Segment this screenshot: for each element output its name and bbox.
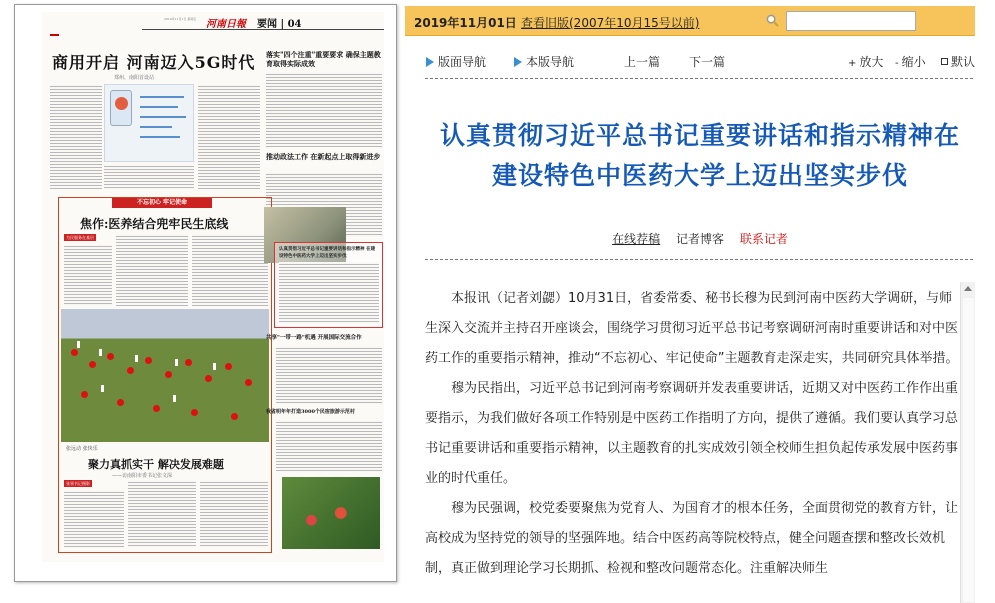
page-nav-label: 版面导航 xyxy=(438,55,487,69)
dancer xyxy=(107,353,114,360)
date-bar xyxy=(405,6,975,36)
article-title-line: 建设特色中医药大学上迈出坚实步伐 xyxy=(491,161,908,190)
article-paragraph: 本报讯（记者刘勰）10月31日，省委常委、秘书长穆为民到河南中医药大学调研，与师生深入交流并主持召开座谈会，围绕学习贯彻习近平总书记考察调研河南时重要讲话和对中医药工作的重要指示精神，推动“不忘初心、牢记使命”主题教育走深走实，共同研究具体举措。 xyxy=(425,291,959,366)
dancer xyxy=(225,363,232,370)
feature-block-tag: 不忘初心 牢记使命 xyxy=(112,198,212,208)
headline-belt-road[interactable]: 共享"一带一路"机遇 开展国际交流合作 xyxy=(266,335,362,341)
dancer xyxy=(245,379,252,386)
default-size-label: 默认 xyxy=(951,55,976,69)
dancer xyxy=(101,385,104,392)
page-section-label: 要闻 | 04 xyxy=(257,19,302,30)
article-toolbar xyxy=(405,50,975,72)
headline-nanyang[interactable]: 聚力真抓实干 解决发展难题 xyxy=(88,458,224,471)
default-size-button[interactable] xyxy=(941,53,975,70)
dancer xyxy=(191,409,198,416)
column-text[interactable] xyxy=(198,84,260,189)
infographic-bar xyxy=(140,96,184,98)
current-date: 2019年11月01日 xyxy=(414,16,517,30)
edition-nav-label: 本版导航 xyxy=(526,55,575,69)
infographic-bar xyxy=(140,106,178,108)
page-nav-button[interactable] xyxy=(426,53,486,70)
column-text[interactable] xyxy=(276,420,382,472)
plus-icon: + xyxy=(848,58,857,69)
search-icon[interactable] xyxy=(766,14,779,27)
dancer xyxy=(173,395,176,402)
dancer xyxy=(213,363,216,370)
reporter-blog-link[interactable]: 记者博客 xyxy=(675,232,724,246)
dancer xyxy=(71,349,78,356)
recommend-online-link[interactable]: 在线荐稿 xyxy=(612,232,661,246)
column-text[interactable] xyxy=(266,72,382,147)
headline-jiaozuo[interactable]: 焦作:医养结合兜牢民生底线 xyxy=(80,217,229,231)
scrollbar-thumb[interactable] xyxy=(963,298,974,602)
divider xyxy=(425,78,973,79)
dancer xyxy=(185,359,192,366)
headline-5g-byline: 郑州、南阳首设站 xyxy=(114,75,155,81)
headline-four-emphases[interactable]: 落实"四个注重"重要要求 确保主题教育取得实际成效 xyxy=(266,50,381,68)
newspaper-page[interactable] xyxy=(42,12,384,562)
column-text[interactable] xyxy=(192,234,268,306)
column-text[interactable] xyxy=(64,490,124,548)
dancer xyxy=(153,405,160,412)
dancer xyxy=(205,375,212,382)
article-paragraph: 穆为民强调，校党委要聚焦为党育人、为国育才的根本任务，全面贯彻党的教育方针，让高校成为坚持党的领导的坚强阵地。结合中医药高等院校特点，健全问题查摆和整改长效机制，真正做到理论学习长期抓、检视和整改问题常态化。注重解决师生 xyxy=(425,501,959,576)
column-text[interactable] xyxy=(128,480,196,548)
article-title xyxy=(430,116,970,196)
column-label: 为民服务在基层 xyxy=(66,235,94,240)
article-scrollbar[interactable] xyxy=(960,282,975,603)
zoom-in-label: 放大 xyxy=(859,55,884,69)
zoom-out-button[interactable] xyxy=(895,53,926,70)
article-paragraph: 穆为民指出，习近平总书记到河南考察调研并发表重要讲话，近期又对中医药工作作出重要指示，为我们做好各项工作特别是中医药工作指明了方向，提供了遵循。我们要认真学习总书记重要讲话和重要指示精神，以主题教育的扎实成效引领全校师生担负起传承发展中医药事业的时代重任。 xyxy=(425,381,959,486)
scroll-up-arrow-icon[interactable] xyxy=(964,286,972,291)
headline-5g-article[interactable]: 商用开启 河南迈入5G时代 xyxy=(52,53,256,72)
arrow-right-icon xyxy=(426,57,434,67)
dancer xyxy=(127,367,134,374)
dancer xyxy=(135,355,138,362)
prev-article-button[interactable]: 上一篇 xyxy=(624,55,661,69)
column-text[interactable] xyxy=(116,234,188,306)
phone-illustration xyxy=(110,90,132,126)
masthead-date: 2019年11月1日 星期五 xyxy=(164,17,197,21)
zoom-in-button[interactable] xyxy=(848,53,883,70)
dancer xyxy=(89,361,96,368)
column-text[interactable] xyxy=(64,244,112,306)
next-article-button[interactable]: 下一篇 xyxy=(689,55,726,69)
headline-nanyang-sub: ——访南阳市委书记张文深 xyxy=(112,473,173,479)
headline-political-legal[interactable]: 推动政法工作 在新起点上取得新进步 xyxy=(266,152,381,161)
article-meta xyxy=(430,230,970,247)
zoom-out-label: 缩小 xyxy=(901,55,926,69)
masthead-red-bar xyxy=(50,34,59,36)
dancer xyxy=(77,341,80,348)
infographic-bar xyxy=(140,116,186,118)
search-input[interactable] xyxy=(786,11,916,31)
column-text[interactable] xyxy=(50,84,102,189)
dancer xyxy=(175,359,178,366)
arrow-right-icon xyxy=(514,57,522,67)
contact-reporter-link[interactable]: 联系记者 xyxy=(739,232,788,246)
dancer xyxy=(231,413,238,420)
dancer xyxy=(81,391,88,398)
column-text[interactable] xyxy=(104,164,194,189)
selected-article-title[interactable]: 认真贯彻习近平总书记重要讲话和指示精神 在建设特色中医药大学上迈出坚实步伐 xyxy=(279,247,376,259)
column-text[interactable] xyxy=(200,480,268,548)
headline-homestay[interactable]: 我省明年年打造3000个民宿旅游示范村 xyxy=(266,409,355,415)
infographic-bar xyxy=(140,136,180,138)
dancer xyxy=(117,399,124,406)
infographic-bar xyxy=(140,126,172,128)
square-icon xyxy=(941,58,948,65)
old-edition-link[interactable]: 查看旧版(2007年10月15号以前) xyxy=(521,16,700,30)
photo-caption: 张远动 张快乐 xyxy=(66,446,98,452)
newspaper-logo: 河南日報 xyxy=(206,19,246,30)
newspaper-masthead xyxy=(142,12,384,30)
article-body xyxy=(425,284,960,603)
dancer xyxy=(99,349,102,356)
column-label: 张领书记摄影 xyxy=(66,481,90,486)
edition-nav-button[interactable] xyxy=(514,53,574,70)
dancer xyxy=(145,357,152,364)
article-title-line: 认真贯彻习近平总书记重要讲话和指示精神在 xyxy=(439,121,960,150)
column-text[interactable] xyxy=(279,262,379,324)
newspaper-page-frame xyxy=(14,4,397,582)
divider xyxy=(425,259,973,260)
column-text[interactable] xyxy=(276,346,382,404)
orchard-photo[interactable] xyxy=(282,477,380,549)
dancer xyxy=(165,371,172,378)
minus-icon: - xyxy=(895,58,899,69)
dance-photo[interactable] xyxy=(61,309,269,442)
